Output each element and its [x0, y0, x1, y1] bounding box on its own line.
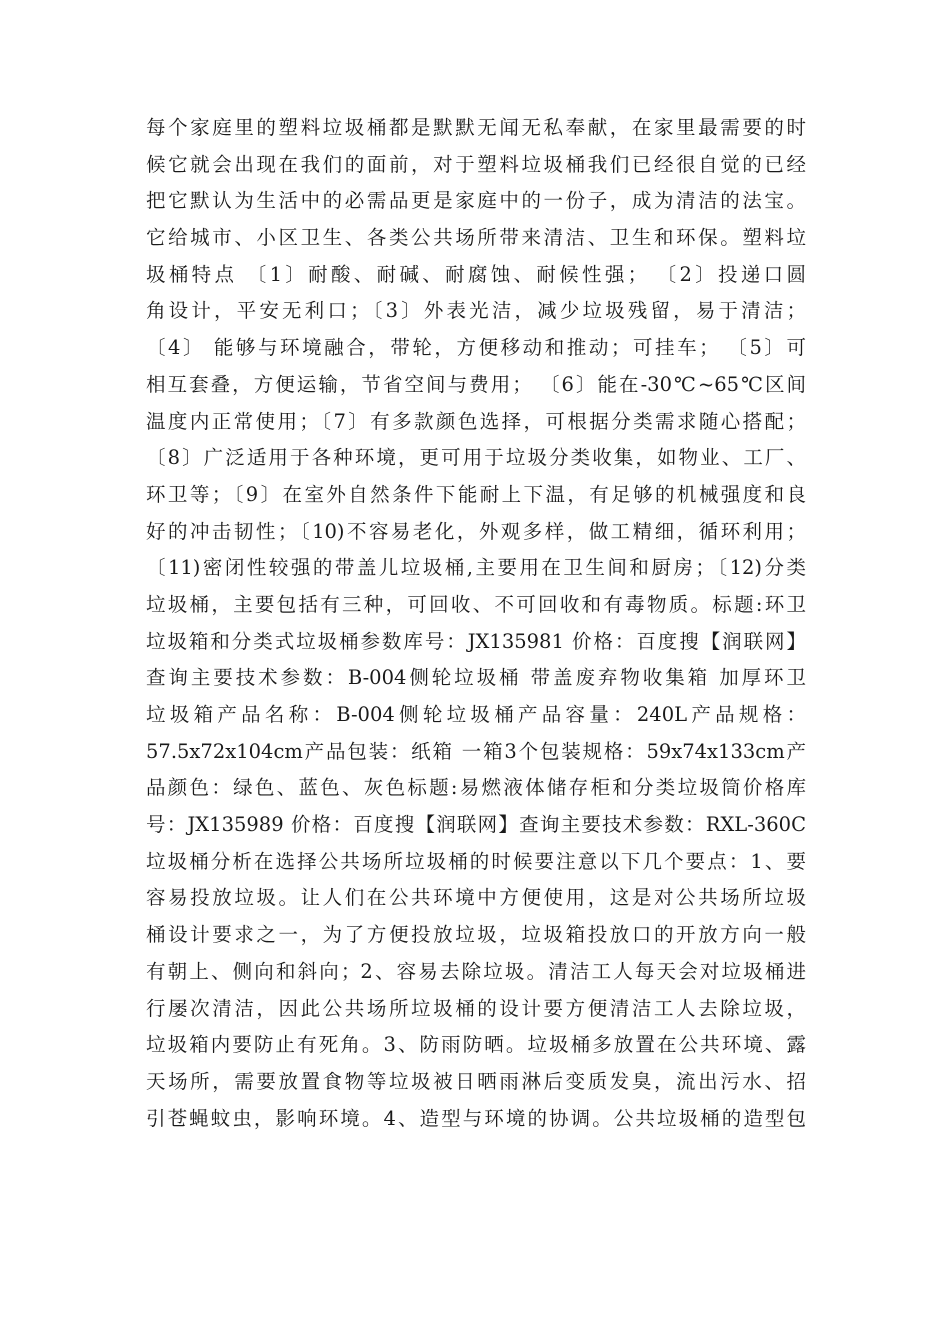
- text-line: 桶设计要求之一，为了方便投放垃圾，垃圾箱投放口的开放方向一般: [146, 923, 806, 947]
- text-line: 好的冲击韧性；〔10)不容易老化，外观多样，做工精细，循环利用；: [146, 519, 806, 543]
- text-line: 环卫等；〔9〕在室外自然条件下能耐上下温，有足够的机械强度和良: [146, 482, 806, 506]
- text-line: 查询主要技术参数：B-004侧轮垃圾桶 带盖废弃物收集箱 加厚环卫: [146, 666, 806, 690]
- text-line: 圾桶特点 〔1〕耐酸、耐碱、耐腐蚀、耐候性强； 〔2〕投递口圆: [146, 262, 806, 286]
- text-line: 有朝上、侧向和斜向；2、容易去除垃圾。清洁工人每天会对垃圾桶进: [146, 959, 806, 983]
- text-line: 引苍蝇蚊虫，影响环境。4、造型与环境的协调。公共垃圾桶的造型包: [146, 1106, 806, 1130]
- text-line: 每个家庭里的塑料垃圾桶都是默默无闻无私奉献，在家里最需要的时: [146, 116, 806, 139]
- text-line: 容易投放垃圾。让人们在公共环境中方便使用，这是对公共场所垃圾: [146, 886, 806, 910]
- text-line: 温度内正常使用；〔7〕有多款颜色选择，可根据分类需求随心搭配；: [146, 409, 806, 433]
- text-line: 〔8〕广泛适用于各种环境，更可用于垃圾分类收集，如物业、工厂、: [146, 446, 806, 470]
- text-line: 它给城市、小区卫生、各类公共场所带来清洁、卫生和环保。塑料垃: [146, 226, 806, 250]
- text-line: 垃圾箱内要防止有死角。3、防雨防晒。垃圾桶多放置在公共环境、露: [146, 1033, 806, 1057]
- text-line: 〔4〕 能够与环境融合，带轮，方便移动和推动；可挂车； 〔5〕可: [146, 336, 806, 360]
- text-line: 57.5x72x104cm产品包装：纸箱 一箱3个包装规格：59x74x133cm产: [146, 739, 806, 763]
- text-line: 把它默认为生活中的必需品更是家庭中的一份子，成为清洁的法宝。: [146, 189, 806, 213]
- text-line: 〔11)密闭性较强的带盖儿垃圾桶,主要用在卫生间和厨房；〔12)分类: [146, 556, 806, 580]
- text-line: 品颜色：绿色、蓝色、灰色标题:易燃液体储存柜和分类垃圾筒价格库: [146, 776, 806, 800]
- text-line: 垃圾箱产品名称：B-004侧轮垃圾桶产品容量：240L产品规格：: [146, 703, 806, 726]
- body-text: [146, 110, 806, 1137]
- text-line: 垃圾箱和分类式垃圾桶参数库号：JX135981 价格：百度搜【润联网】: [146, 629, 806, 653]
- text-line: 垃圾桶分析在选择公共场所垃圾桶的时候要注意以下几个要点：1、要: [146, 849, 806, 873]
- text-line: 号：JX135989 价格：百度搜【润联网】查询主要技术参数：RXL-360C: [146, 813, 806, 837]
- text-line: 角设计，平安无利口；〔3〕外表光洁，减少垃圾残留，易于清洁；: [146, 299, 806, 323]
- text-line: 候它就会出现在我们的面前，对于塑料垃圾桶我们已经很自觉的已经: [146, 152, 806, 176]
- text-line: 天场所，需要放置食物等垃圾被日晒雨淋后变质发臭，流出污水、招: [146, 1069, 806, 1093]
- text-line: 垃圾桶，主要包括有三种，可回收、不可回收和有毒物质。标题:环卫: [146, 592, 806, 616]
- text-line: 相互套叠，方便运输，节省空间与费用； 〔6〕能在-30℃~65℃区间: [146, 372, 806, 396]
- text-line: 行屡次清洁，因此公共场所垃圾桶的设计要方便清洁工人去除垃圾，: [146, 996, 806, 1020]
